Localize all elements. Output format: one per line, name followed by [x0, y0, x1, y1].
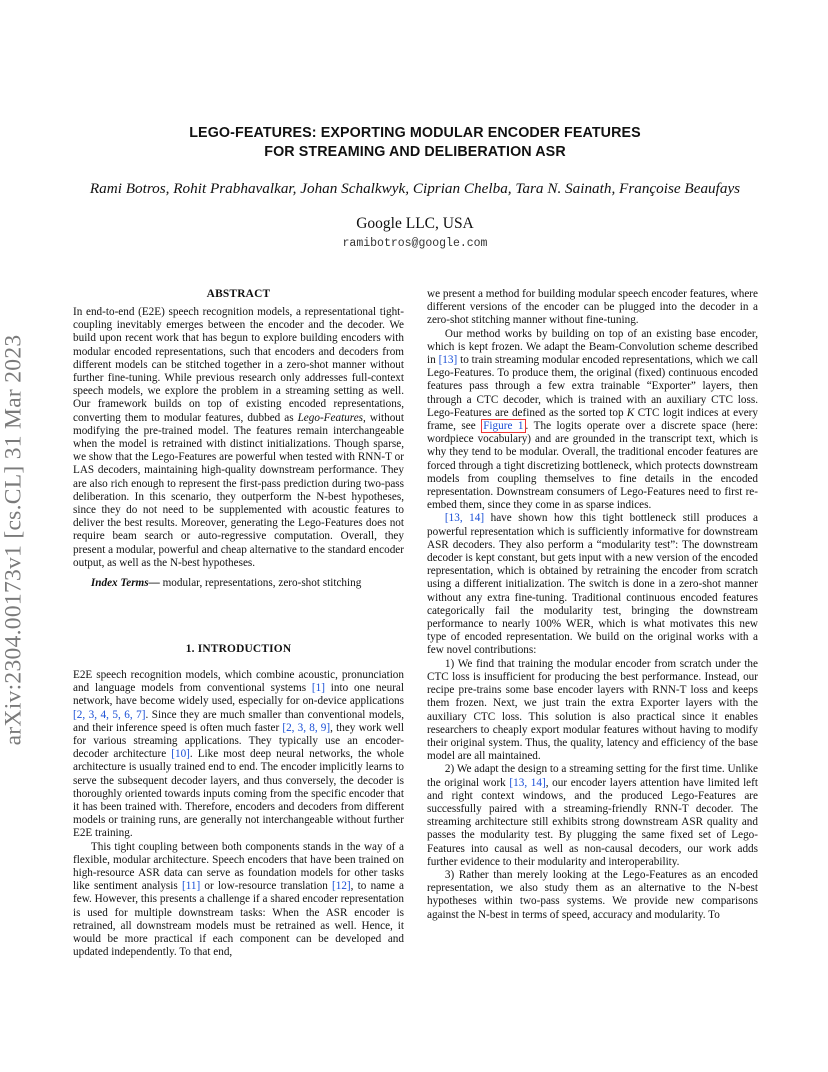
introduction-heading: 1. INTRODUCTION	[185, 643, 292, 655]
index-terms	[73, 577, 404, 590]
introduction-body	[73, 669, 404, 959]
intro-p1-text-b: into one neural network, have become widely used, especially for on-device applications	[73, 682, 405, 708]
right-column	[427, 288, 758, 922]
contact-email: ramibotros@google.com	[342, 237, 488, 250]
citation-link[interactable]: [11]	[181, 880, 201, 893]
right-p1-text-c: CTC logit indices at every frame, see	[427, 406, 758, 433]
abstract-emphasis: Lego-Features	[297, 411, 364, 424]
intro-paragraph-1	[73, 669, 404, 841]
right-p1-text-b: to train streaming modular encoded representations, which we call Lego-Features. To produce them, the original (fixed) continuous encoded features pass through a few extra trainable “Exporter” layers, then through a CTC decoder, which is trained with an auxiliary CTC loss. Lego-Features are defined as the sorted top	[427, 354, 758, 419]
intro-p2-text-b: or low-resource translation	[200, 880, 332, 893]
citation-link[interactable]: [10]	[171, 748, 190, 761]
author-list: Rami Botros, Rohit Prabhavalkar, Johan Schalkwyk, Ciprian Chelba, Tara N. Sainath, Françoise Beaufays	[89, 180, 741, 197]
intro-paragraph-2	[73, 841, 404, 960]
citation-link[interactable]: [1]	[311, 682, 325, 695]
right-p1-text-d: . The logits operate over a discrete space (here: wordpiece vocabulary) and are grounded in the transcript text, which is why they tend to be modular. Overall, the traditional encoder features are forced through a tight discretizing bottleneck, which protects downstream models from coupling themselves to fine details in the encoded representation. Downstream consumers of Lego-Features need to first re-embed them, since they come in as sparse indices.	[427, 420, 758, 512]
arxiv-id: arXiv:2304.00173v1 [cs.CL] 31 Mar 2023	[0, 334, 27, 746]
index-terms-label: Index Terms—	[90, 577, 160, 590]
affiliation: Google LLC, USA	[356, 215, 474, 232]
contribution-2	[427, 763, 758, 869]
abstract-heading: ABSTRACT	[206, 288, 271, 300]
intro-p2-text-a: This tight coupling between both components stands in the way of a flexible, modular architecture. Speech encoders that have been trained on high-resource ASR data can serve as foundation models for other tasks like sentiment analysis	[73, 840, 404, 893]
title-line-2: FOR STREAMING AND DELIBERATION ASR	[264, 144, 566, 160]
intro-p1-text-d: , they work well for various streaming applications. They typically use an encoder-decoder architecture	[73, 721, 405, 761]
citation-link[interactable]: [12]	[332, 880, 351, 893]
citation-link[interactable]: [13]	[438, 354, 458, 367]
index-terms-text: modular, representations, zero-shot stitching	[159, 577, 362, 590]
abstract-text-b: , without modifying the pre-trained model. The features remain interchangeable when the model is retrained with distinct initializations. Though sparse, we show that the Lego-Features are powerful when tested with RNN-T or LAS decoders, maintaining high-quality downstream performance. They are also rich enough to represent the first-pass prediction during two-pass deliberation. In this scenario, they outperform the N-best hypotheses, since they do not need to be supplemented with acoustic features to deliver the best results. Moreover, generating the Lego-Features does not require beam search or auto-regressive computation. Overall, they present a modular, powerful and cheap alternative to the standard encoder output, as well as the N-best hypotheses.	[73, 411, 405, 569]
right-paragraph-0: we present a method for building modular speech encoder features, where different versions of the encoder can be plugged into the decoder in a zero-shot stitching manner without fine-tuning.	[427, 288, 758, 327]
abstract-text-a: In end-to-end (E2E) speech recognition models, a representational tight-coupling inevitably emerges between the encoder and the decoder. We build upon recent work that has begun to explore building encoders with modular encoded representations, such that encoders and decoders from different models can be stitched together in a zero-shot manner without further fine-tuning. While previous research only addresses full-context speech models, we explore the problem in a streaming setting as well. Our framework builds on top of existing encoded representations, converting them to modular features, dubbed as	[73, 306, 404, 424]
contribution-1: 1) We find that training the modular encoder from scratch under the CTC loss is insufficient for producing the best performance. Instead, our recipe pre-trains some base encoder layers with RNN-T loss and keeps them frozen. Next, we just train the extra Exporter layers with the auxiliary CTC loss. This solution is also practical since it enables researchers to cheaply export modular features without having to modify their original system. Thus, the quality, latency and efficiency of the base model are all maintained.	[427, 657, 758, 763]
abstract-body	[73, 306, 404, 590]
right-p2-text: have shown how this tight bottleneck still produces a powerful representation which is sufficiently informative for downstream ASR decoders. They also perform a “modularity test”: The downstream decoder is kept constant, but gets input with a new version of the encoded representation, which is obtained by retraining the encoder from scratch using a different initialization. The switch is done in a zero-shot manner without any extra fine-tuning. Traditional continuous encoded features categorically fail the modularity test, bringing the downstream performance to nearly 100% WER, which is what motivates this new type of encoded representation. We build on the original works with a few novel contributions:	[427, 512, 758, 657]
citation-link[interactable]: [13, 14]	[444, 512, 485, 525]
abstract-paragraph	[73, 306, 404, 570]
right-paragraph-1	[427, 328, 758, 513]
citation-link[interactable]: [2, 3, 4, 5, 6, 7]	[73, 708, 146, 721]
right-p4-text-b: , our encoder layers attention have limited left and right context windows, and the produced Lego-Features are successfully paired with a streaming-friendly RNN-T decoder. The streaming architecture still exhibits strong downstream ASR quality and passes the modularity test. By plugging the same fixed set of Lego-Features into causal as well as non-causal decoders, our work adds further evidence to their modularity and interoperability.	[427, 776, 758, 868]
citation-link[interactable]: [13, 14]	[509, 776, 546, 789]
figure-link[interactable]: Figure 1	[483, 420, 524, 433]
math-k: K	[626, 406, 635, 419]
right-paragraph-2	[427, 512, 758, 657]
contribution-3: 3) Rather than merely looking at the Lego-Features as an encoded representation, we also study them as an alternative to the N-best hypotheses within two-pass systems. We provide new comparisons against the N-best in terms of speed, accuracy and modularity. To	[427, 868, 758, 921]
right-p1-text-a: Our method works by building on top of an existing base encoder, which is kept frozen. We adapt the Beam-Convolution scheme described in	[427, 327, 758, 367]
citation-link[interactable]: [2, 3, 8, 9]	[282, 721, 331, 734]
paper-title	[90, 124, 740, 162]
intro-p2-text-c: , to name a few. However, this presents a challenge if a shared encoder representation is used for multiple downstream tasks: When the ASR encoder is retrained, all downstream models must be retrained as well. Hence, it would be more practical if each component can be developed and updated independently. To that end,	[73, 880, 404, 959]
right-p4-text-a: 2) We adapt the design to a streaming setting for the first time. Unlike the original work	[427, 763, 758, 789]
title-line-1: LEGO-FEATURES: EXPORTING MODULAR ENCODER FEATURES	[189, 125, 641, 141]
intro-p1-text-e: . Like most deep neural networks, the whole architecture is usually trained end to end. The encoder implicitly learns to serve the subsequent decoder layers, and thus conversely, the decoder is thoroughly oriented towards inputs coming from the specific encoder that it has been trained with. Therefore, encoders and decoders from different models or training runs, are generally not interchangeable without further E2E training.	[73, 748, 404, 840]
intro-p1-text-c: . Since they are much smaller than conventional models, and their inference speed is often much faster	[73, 708, 405, 734]
intro-p1-text-a: E2E speech recognition models, which combine acoustic, pronunciation and language models from conventional systems	[73, 669, 404, 695]
